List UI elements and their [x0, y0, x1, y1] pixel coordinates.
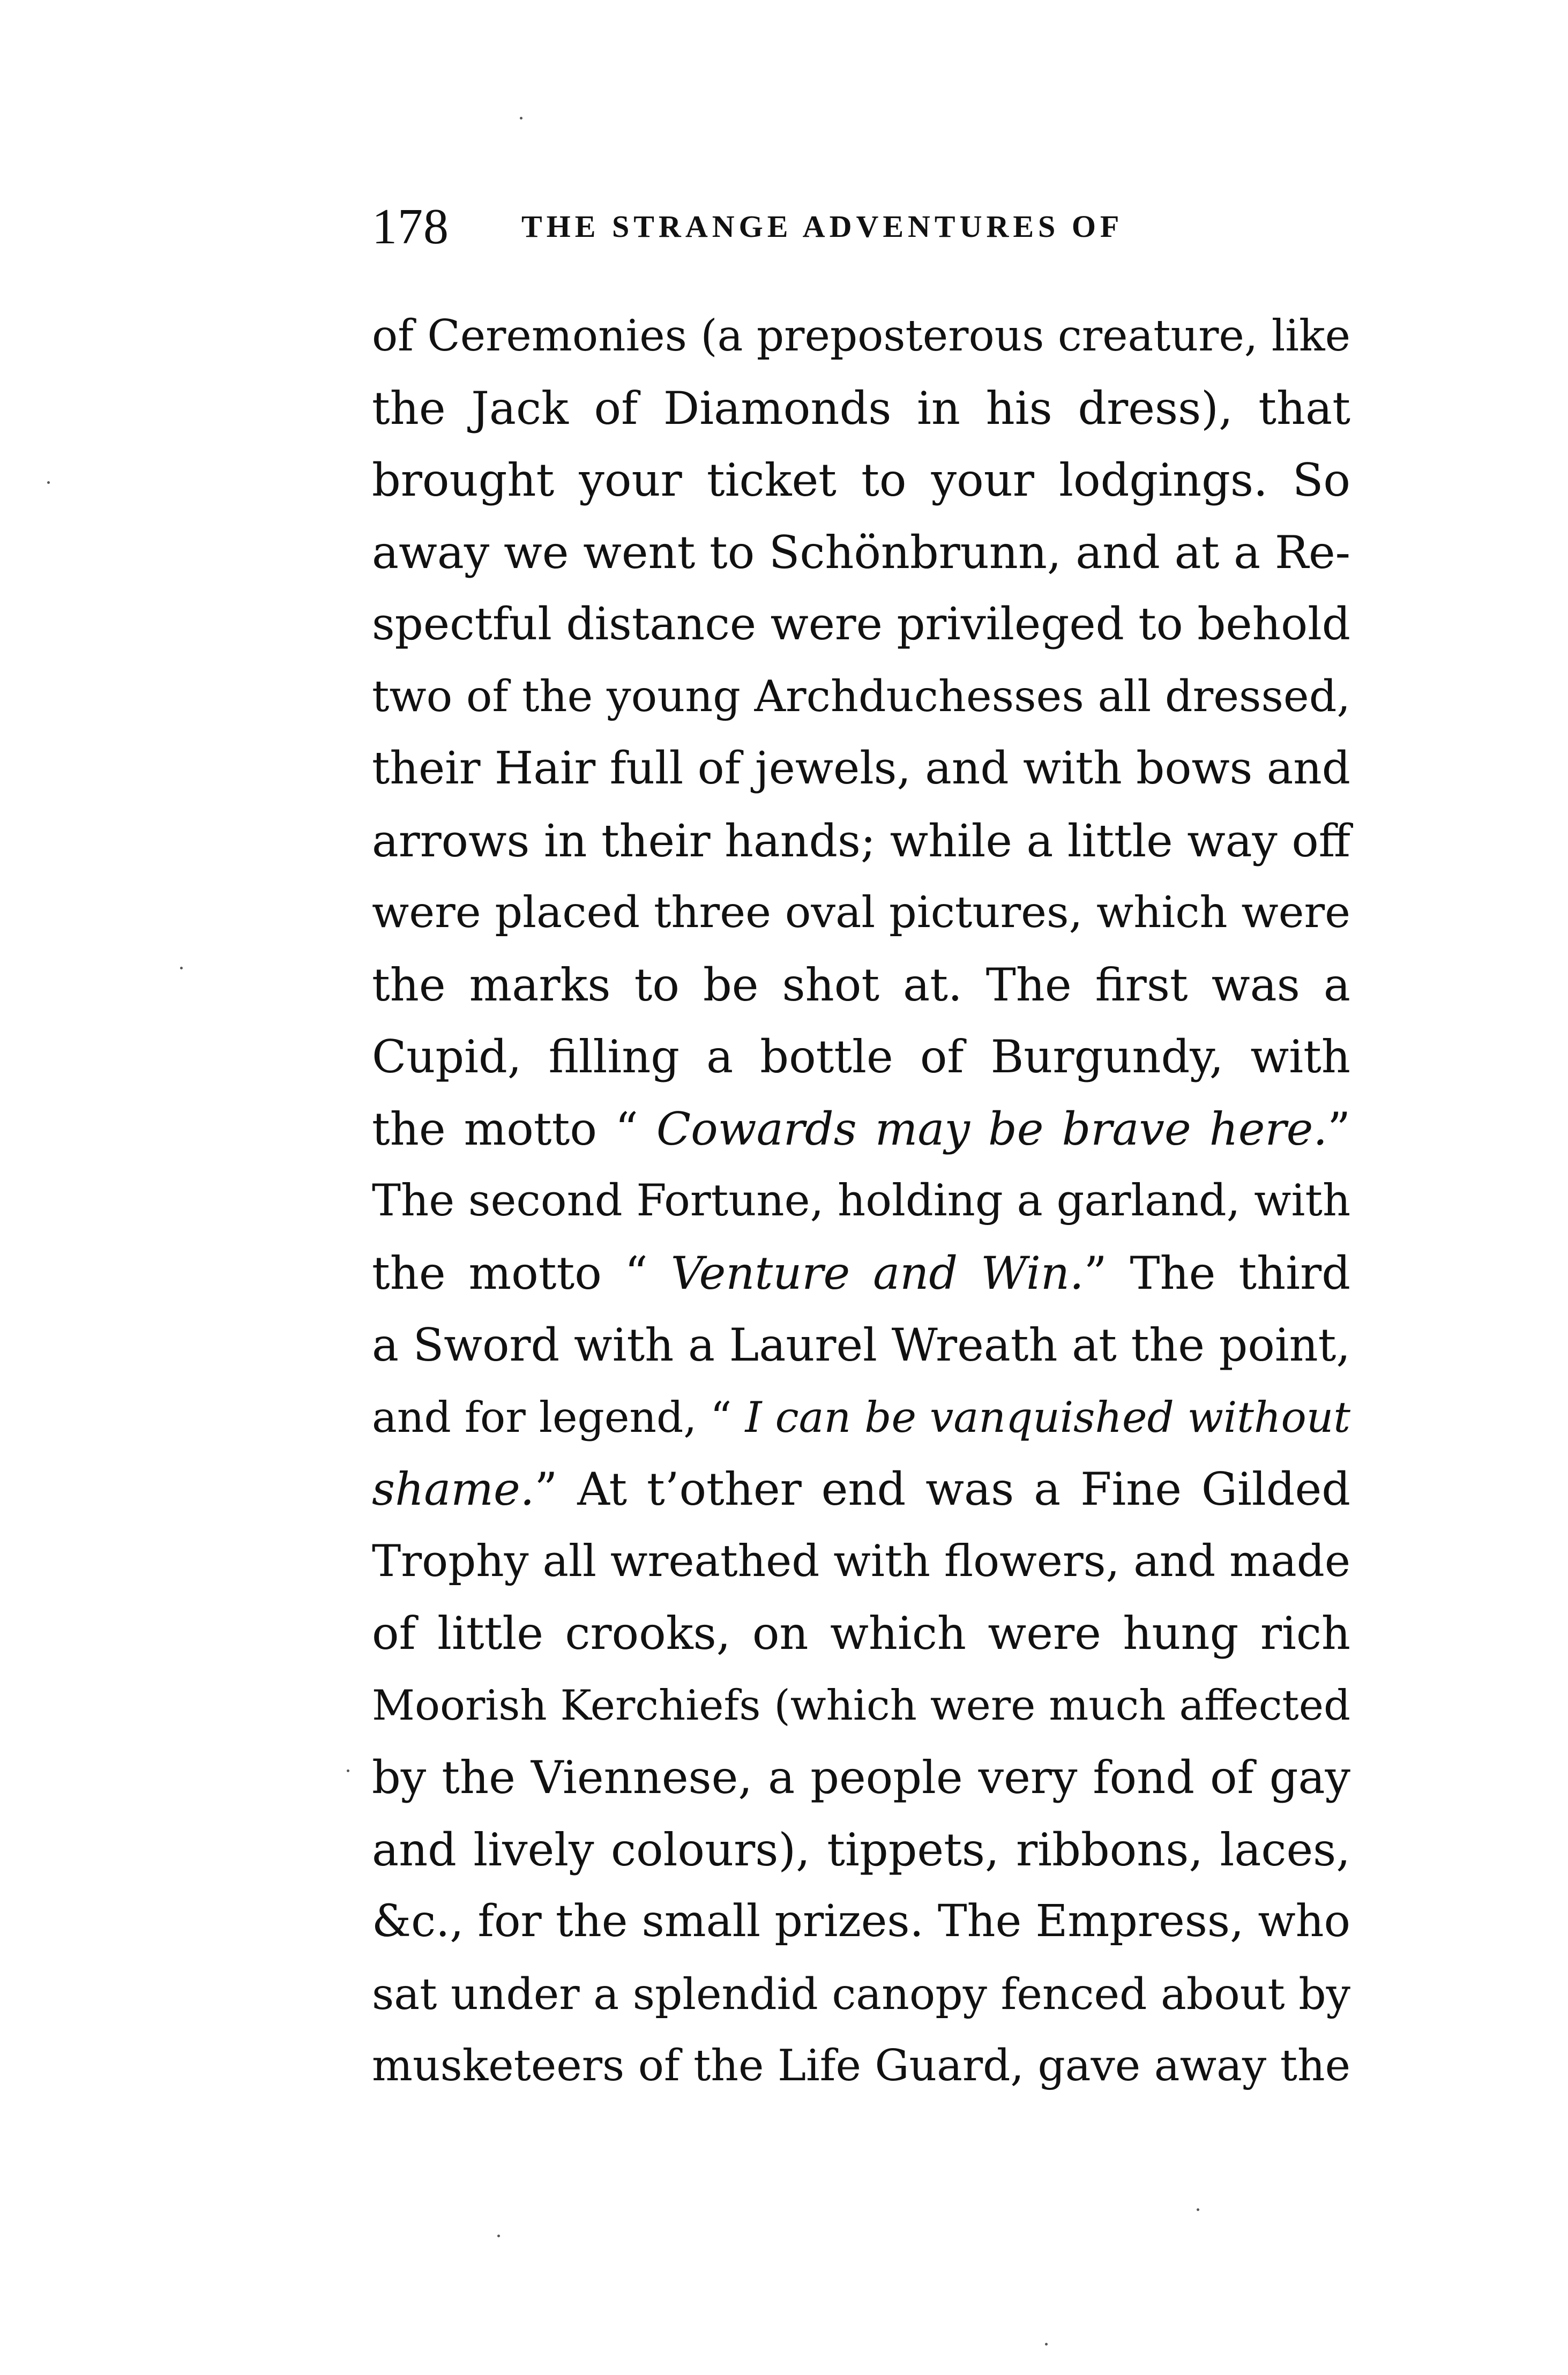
text-segment: Trophy all wreathed with flowers, and made: [372, 1535, 1350, 1587]
text-segment: ”: [1327, 1102, 1351, 1155]
text-line: [372, 949, 1350, 1021]
text-line: [372, 1093, 1350, 1166]
text-segment: the Jack of Diamonds in his dress), that: [372, 382, 1350, 435]
text-line: [372, 372, 1350, 445]
body-text: [372, 300, 1350, 2102]
text-segment: and for legend, “: [372, 1392, 745, 1442]
print-speck: [180, 967, 183, 969]
italic-text: Venture and Win.: [670, 1246, 1084, 1299]
text-segment: the marks to be shot at. The first was a: [372, 958, 1350, 1011]
text-segment: Moorish Kerchiefs (which were much affected: [372, 1681, 1350, 1730]
text-line: [372, 1670, 1350, 1742]
italic-text: Cowards may be brave here.: [656, 1102, 1328, 1155]
running-title: THE STRANGE ADVENTURES OF: [521, 209, 1124, 244]
text-segment: by the Viennese, a people very fond of gay: [372, 1751, 1350, 1804]
text-line: [372, 1165, 1350, 1237]
text-segment: ” At t’other end was a Fine Gilded: [534, 1463, 1350, 1515]
text-segment: their Hair full of jewels, and with bows and: [372, 742, 1350, 794]
text-line: [372, 661, 1350, 733]
print-speck: [347, 1769, 349, 1772]
text-line: [372, 517, 1350, 589]
text-line: [372, 1237, 1350, 1310]
italic-text: shame.: [372, 1463, 535, 1515]
text-line: [372, 1526, 1350, 1598]
text-segment: Cupid, filling a bottle of Burgundy, with: [372, 1030, 1350, 1083]
text-segment: The second Fortune, holding a garland, with: [372, 1176, 1351, 1226]
text-segment: a Sword with a Laurel Wreath at the point,: [372, 1319, 1350, 1371]
text-segment: the motto “: [372, 1102, 656, 1155]
print-speck: [497, 2235, 500, 2237]
print-speck: [520, 117, 522, 120]
text-segment: musketeers of the Life Guard, gave away the: [372, 2041, 1350, 2090]
text-line: [372, 1309, 1350, 1381]
text-segment: of Ceremonies (a preposterous creature, like: [372, 311, 1350, 361]
text-line: [372, 1814, 1350, 1886]
text-segment: ” The third: [1084, 1246, 1350, 1299]
page-number: 178: [372, 199, 449, 255]
text-line: [372, 805, 1350, 877]
text-line: [372, 733, 1350, 805]
page-header: [372, 186, 1390, 267]
text-line: [372, 1597, 1350, 1670]
text-line: [372, 444, 1350, 517]
print-speck: [1197, 2208, 1199, 2211]
text-segment: &c., for the small prizes. The Empress, who: [372, 1896, 1350, 1947]
text-segment: arrows in their hands; while a little way off: [372, 814, 1350, 867]
text-line: [372, 588, 1350, 661]
italic-text: I can be vanquished without: [745, 1392, 1350, 1442]
text-line: [372, 1381, 1350, 1454]
text-segment: sat under a splendid canopy fenced about by: [372, 1968, 1350, 2019]
text-line: [372, 2030, 1350, 2102]
text-segment: of little crooks, on which were hung rich: [372, 1607, 1350, 1660]
text-segment: two of the young Archduchesses all dressed,: [372, 671, 1351, 722]
print-speck: [1045, 2343, 1048, 2346]
text-line: [372, 1886, 1350, 1958]
text-line: [372, 1021, 1350, 1093]
text-line: [372, 1742, 1350, 1814]
text-line: [372, 1453, 1350, 1526]
print-speck: [47, 481, 50, 484]
text-line: [372, 877, 1350, 949]
text-line: [372, 1958, 1350, 2030]
text-segment: away we went to Schönbrunn, and at a Re-: [372, 526, 1350, 579]
text-segment: the motto “: [372, 1246, 671, 1299]
text-segment: spectful distance were privileged to behold: [372, 598, 1350, 650]
text-segment: were placed three oval pictures, which were: [372, 887, 1350, 938]
text-segment: brought your ticket to your lodgings. So: [372, 454, 1350, 506]
text-line: [372, 300, 1350, 372]
text-segment: and lively colours), tippets, ribbons, laces,: [372, 1823, 1350, 1876]
